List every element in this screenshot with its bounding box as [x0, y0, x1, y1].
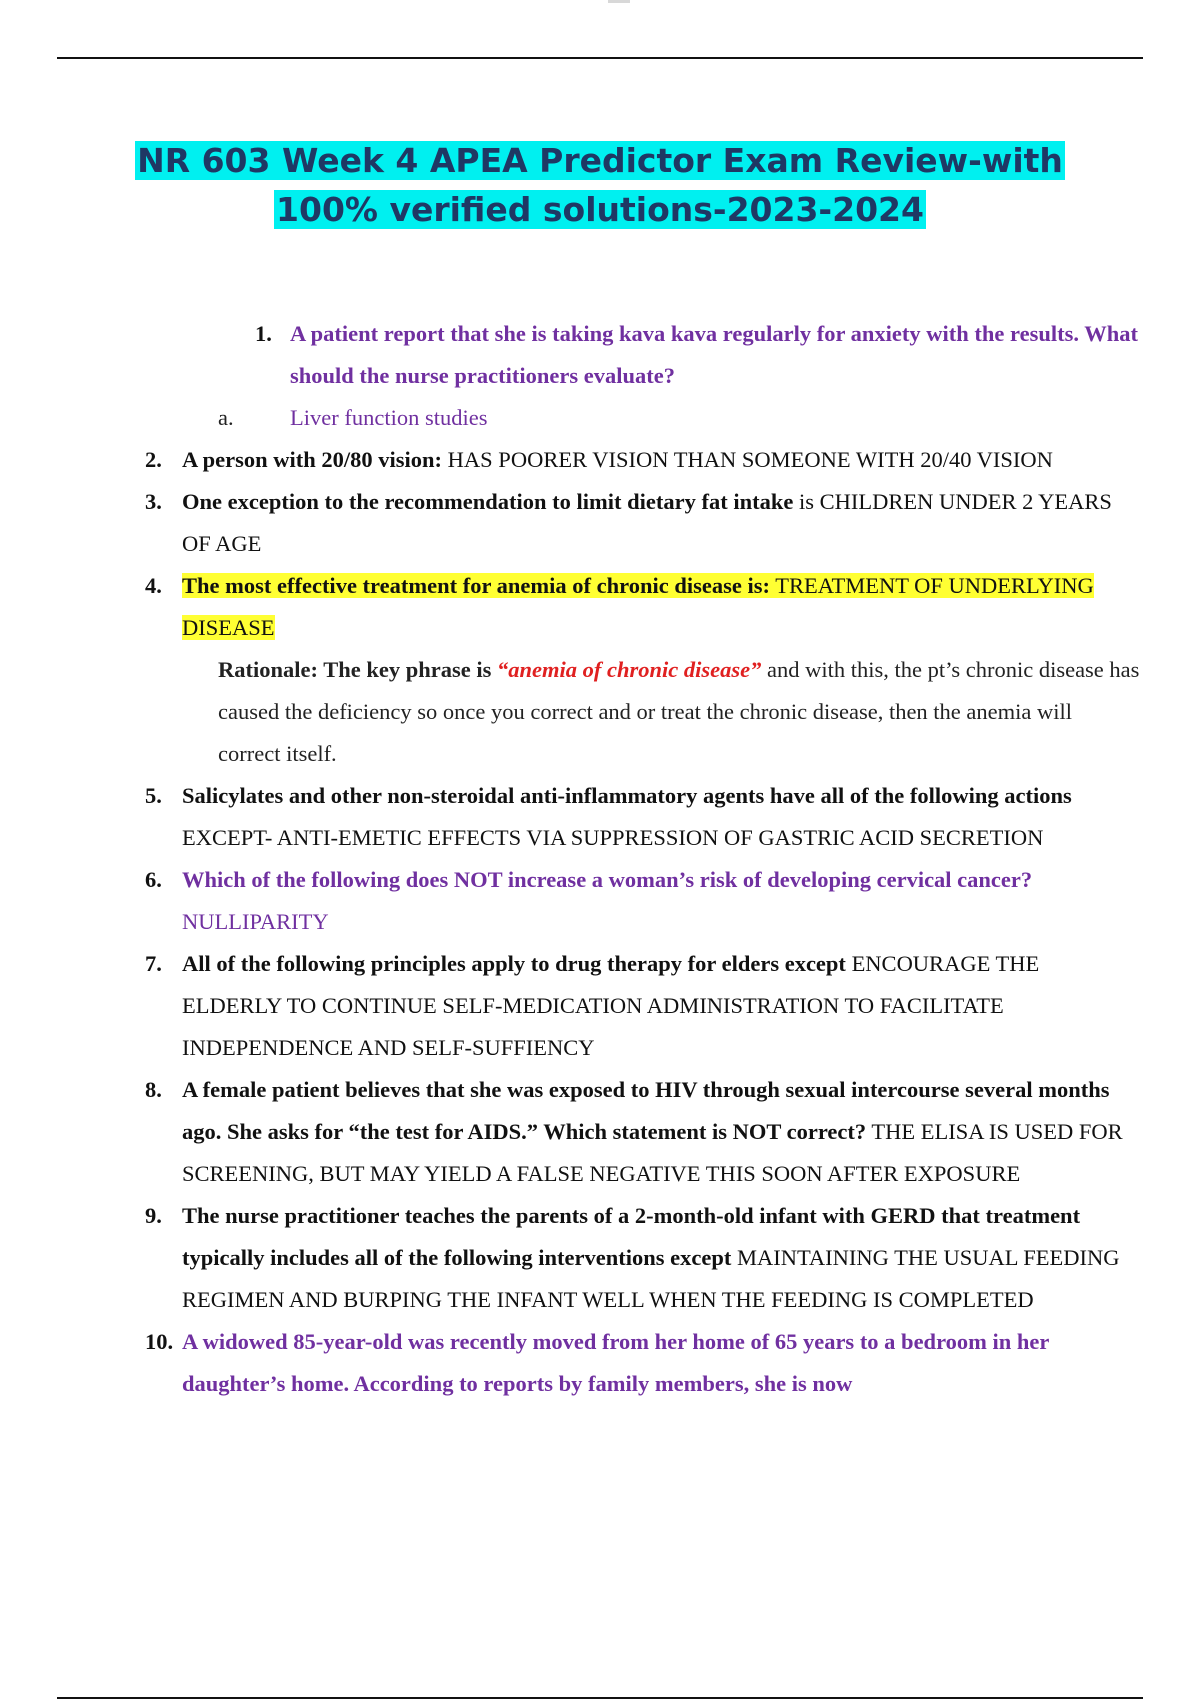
list-item	[0, 1069, 1200, 1195]
question-text: Which of the following does NOT increase a woman’s risk of developing cervical cancer?	[182, 867, 1033, 892]
document-title	[60, 136, 1140, 234]
list-item	[0, 439, 1200, 481]
list-item	[0, 1195, 1200, 1321]
title-line-2: 100% verified solutions-2023-2024	[276, 190, 924, 229]
item-number: 8.	[145, 1077, 162, 1102]
item-number: 2.	[145, 447, 162, 472]
question-text: A widowed 85-year-old was recently moved from her home of 65 years to a bedroom in her daughter’s home. According to reports by family members, she is now	[182, 1329, 1049, 1396]
list-item	[0, 943, 1200, 1069]
answer-text: ENCOURAGE THE ELDERLY TO CONTINUE SELF-MEDICATION ADMINISTRATION TO FACILITATE INDEPENDENCE AND SELF-SUFFIENCY	[182, 951, 1040, 1060]
question-text: All of the following principles apply to drug therapy for elders except	[182, 951, 846, 976]
answer-text: NULLIPARITY	[182, 909, 329, 934]
list-item	[0, 859, 1200, 943]
item-number: 7.	[145, 951, 162, 976]
question-text: Salicylates and other non-steroidal anti-inflammatory agents have all of the following actions	[182, 783, 1072, 808]
list-item	[0, 775, 1200, 859]
list-item	[0, 481, 1200, 565]
question-text: One exception to the recommendation to limit dietary fat intake	[182, 489, 794, 514]
item-number: 4.	[145, 573, 162, 598]
header-rule	[57, 57, 1143, 59]
item-number: 1.	[255, 321, 272, 346]
page-top-mark	[608, 0, 630, 3]
item-number: 10.	[145, 1329, 174, 1354]
rationale-key-phrase: “anemia of chronic disease”	[496, 657, 762, 682]
answer-letter: a.	[218, 405, 234, 430]
question-text: The most effective treatment for anemia of chronic disease is:	[182, 573, 770, 598]
footer-rule	[57, 1697, 1143, 1699]
answer-text: is CHILDREN UNDER 2 YEARS OF AGE	[182, 489, 1112, 556]
list-item	[0, 313, 1200, 397]
question-text: A patient report that she is taking kava kava regularly for anxiety with the results. What should the nurse practitioners evaluate?	[290, 321, 1138, 388]
answer-text: Liver function studies	[290, 405, 488, 430]
item-number: 6.	[145, 867, 162, 892]
question-text: A female patient believes that she was exposed to HIV through sexual intercourse several months ago. She asks for “the test for AIDS.” Which statement is NOT correct?	[182, 1077, 1110, 1144]
answer-option	[0, 397, 1200, 439]
answer-text: THE ELISA IS USED FOR SCREENING, BUT MAY YIELD A FALSE NEGATIVE THIS SOON AFTER EXPOSURE	[182, 1119, 1123, 1186]
answer-text: MAINTAINING THE USUAL FEEDING REGIMEN AND BURPING THE INFANT WELL WHEN THE FEEDING IS COMPLETED	[182, 1245, 1120, 1312]
item-number: 9.	[145, 1203, 162, 1228]
answer-text: TREATMENT OF UNDERLYING DISEASE	[182, 573, 1094, 640]
list-item	[0, 565, 1200, 649]
rationale-text: and with this, the pt’s chronic disease has caused the deficiency so once you correct and or treat the chronic disease, then the anemia will correct itself.	[218, 657, 1140, 766]
answer-text: HAS POORER VISION THAN SOMEONE WITH 20/40 VISION	[442, 447, 1053, 472]
list-item	[0, 1321, 1200, 1405]
title-line-1: NR 603 Week 4 APEA Predictor Exam Review-with	[137, 141, 1063, 180]
item-number: 3.	[145, 489, 162, 514]
rationale	[0, 649, 1200, 775]
question-text: The nurse practitioner teaches the parents of a 2-month-old infant with GERD that treatment typically includes all of the following interventions except	[182, 1203, 1081, 1270]
question-list	[0, 313, 1200, 1405]
item-number: 5.	[145, 783, 162, 808]
answer-text: EXCEPT- ANTI-EMETIC EFFECTS VIA SUPPRESSION OF GASTRIC ACID SECRETION	[182, 825, 1044, 850]
question-text: A person with 20/80 vision:	[182, 447, 443, 472]
rationale-label: Rationale: The key phrase is	[218, 657, 497, 682]
